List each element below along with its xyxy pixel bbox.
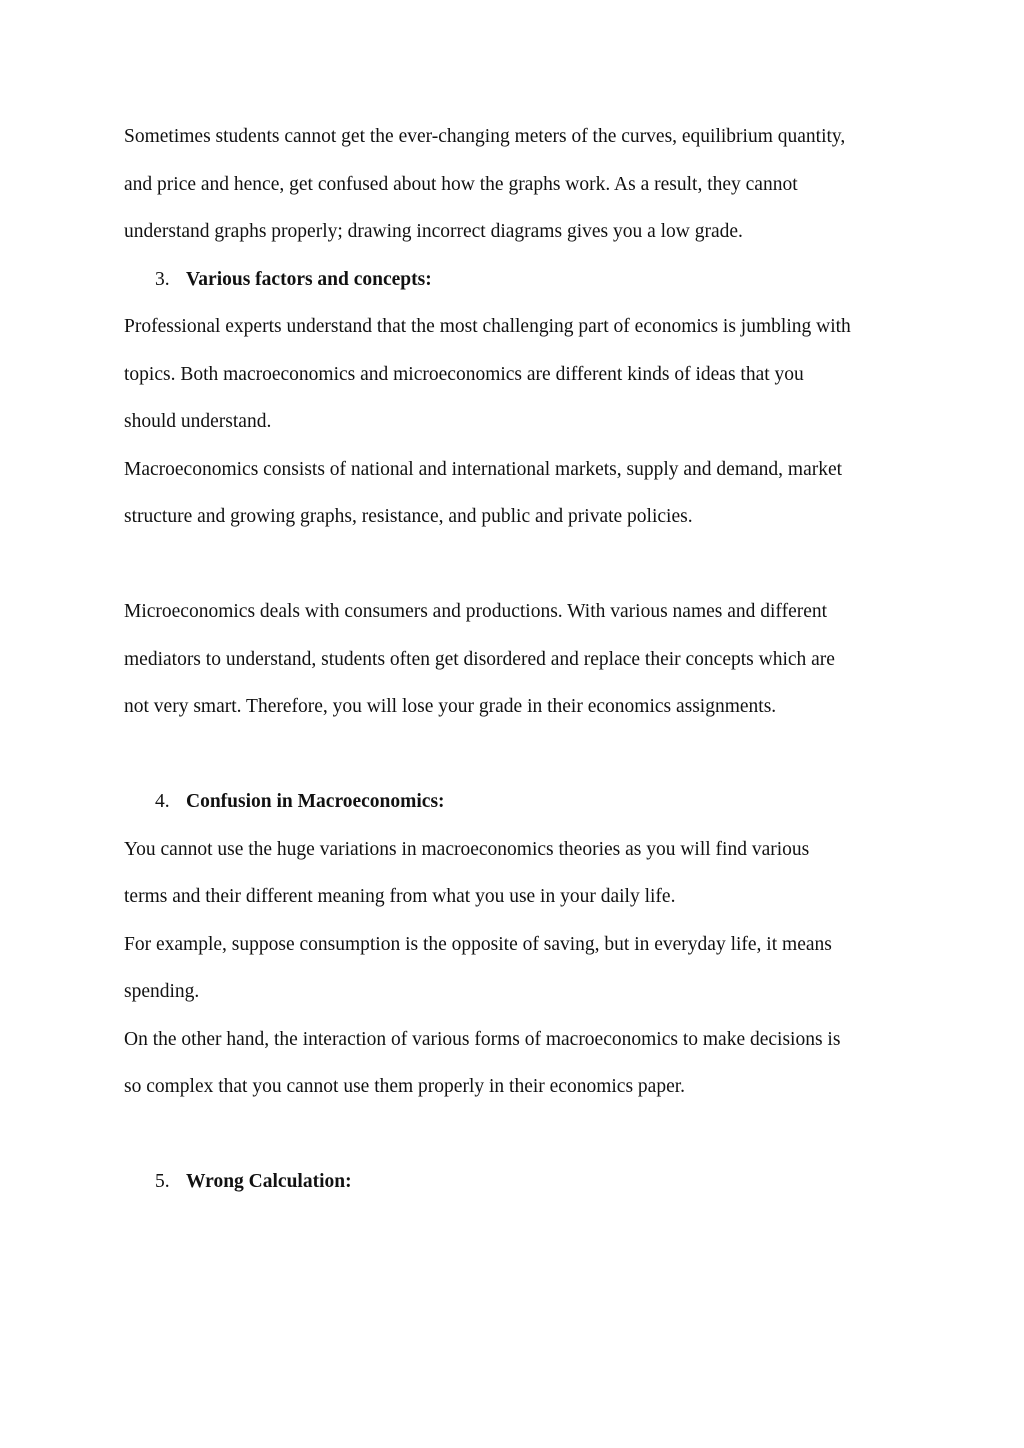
heading-number: 5. bbox=[155, 1171, 170, 1192]
section-heading-4 bbox=[124, 778, 914, 826]
heading-number: 3. bbox=[155, 268, 170, 290]
paragraph-line: Sometimes students cannot get the ever-changing meters of the curves, equilibrium quantity, bbox=[124, 126, 846, 147]
document-page bbox=[124, 113, 914, 1206]
paragraph-line: terms and their different meaning from what you use in your daily life. bbox=[124, 886, 676, 907]
heading-title: Various factors and concepts: bbox=[186, 268, 432, 290]
paragraph-line: topics. Both macroeconomics and microeconomics are different kinds of ideas that you bbox=[124, 363, 804, 385]
heading-number: 4. bbox=[155, 791, 170, 812]
paragraph-line: should understand. bbox=[124, 411, 272, 432]
paragraph-line: For example, suppose consumption is the opposite of saving, but in everyday life, it means bbox=[124, 933, 832, 955]
blank-line bbox=[124, 541, 914, 589]
paragraph-line: understand graphs properly; drawing incorrect diagrams gives you a low grade. bbox=[124, 221, 743, 242]
heading-title: Wrong Calculation: bbox=[186, 1171, 352, 1192]
paragraph-line: so complex that you cannot use them properly in their economics paper. bbox=[124, 1076, 686, 1097]
section-heading-3 bbox=[124, 256, 914, 304]
paragraph-line: spending. bbox=[124, 981, 200, 1002]
paragraph-line: Macroeconomics consists of national and international markets, supply and demand, market bbox=[124, 458, 843, 480]
paragraph-line: mediators to understand, students often get disordered and replace their concepts which are bbox=[124, 648, 835, 670]
paragraph-line: Microeconomics deals with consumers and productions. With various names and different bbox=[124, 601, 828, 622]
paragraph-line: You cannot use the huge variations in macroeconomics theories as you will find various bbox=[124, 838, 810, 860]
blank-line bbox=[124, 731, 914, 779]
paragraph-line: Professional experts understand that the most challenging part of economics is jumbling with bbox=[124, 316, 851, 337]
paragraph-line: On the other hand, the interaction of various forms of macroeconomics to make decisions is bbox=[124, 1028, 841, 1050]
blank-line bbox=[124, 1111, 914, 1159]
paragraph-line: not very smart. Therefore, you will lose your grade in their economics assignments. bbox=[124, 696, 777, 717]
heading-title: Confusion in Macroeconomics: bbox=[186, 791, 445, 812]
section-heading-5 bbox=[124, 1158, 914, 1206]
paragraph-line: structure and growing graphs, resistance, and public and private policies. bbox=[124, 506, 693, 527]
paragraph-line: and price and hence, get confused about how the graphs work. As a result, they cannot bbox=[124, 173, 798, 195]
